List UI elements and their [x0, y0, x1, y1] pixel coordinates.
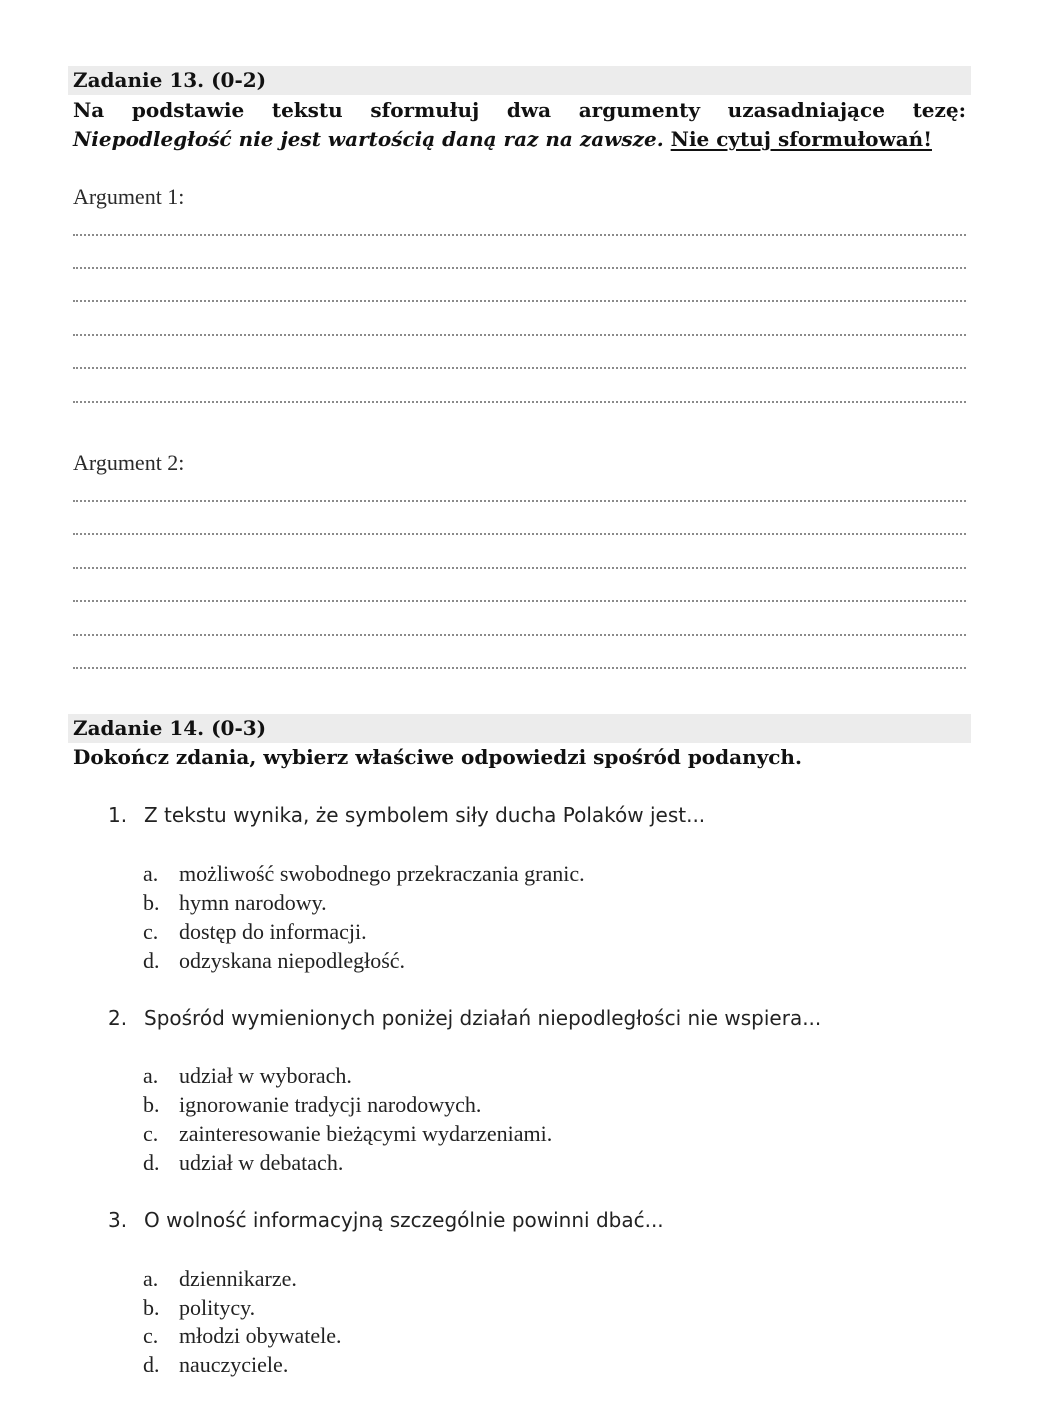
question-1	[108, 802, 968, 828]
task-13-thesis-line	[73, 125, 966, 154]
question-text: Z tekstu wynika, że symbolem siły ducha Polaków jest...	[144, 803, 706, 827]
question-2-option-d[interactable]	[143, 1149, 963, 1177]
question-2	[108, 1005, 968, 1031]
question-number: 3.	[108, 1208, 128, 1232]
option-text: udział w wyborach.	[179, 1063, 352, 1088]
option-letter: c.	[143, 1121, 159, 1146]
question-number: 1.	[108, 803, 128, 827]
option-text: zainteresowanie bieżącymi wydarzeniami.	[179, 1121, 553, 1146]
argument-1-answer-line[interactable]	[73, 334, 966, 336]
question-number: 2.	[108, 1006, 128, 1030]
question-1-option-d[interactable]	[143, 947, 963, 975]
argument-2-answer-line[interactable]	[73, 500, 966, 502]
question-3-option-c[interactable]	[143, 1322, 963, 1350]
option-text: możliwość swobodnego przekraczania granic.	[179, 861, 585, 886]
question-3-option-a[interactable]	[143, 1265, 963, 1293]
option-letter: b.	[143, 1092, 160, 1117]
option-letter: c.	[143, 1323, 159, 1348]
question-text: Spośród wymienionych poniżej działań niepodległości nie wspiera...	[144, 1006, 822, 1030]
option-letter: d.	[143, 1150, 160, 1175]
task-14-instruction: Dokończ zdania, wybierz właściwe odpowiedzi spośród podanych.	[73, 745, 802, 769]
option-text: hymn narodowy.	[179, 890, 327, 915]
argument-2-label: Argument 2:	[73, 450, 185, 475]
option-text: dziennikarze.	[179, 1266, 297, 1291]
question-2-option-a[interactable]	[143, 1062, 963, 1090]
option-text: politycy.	[179, 1295, 256, 1320]
option-text: udział w debatach.	[179, 1150, 344, 1175]
option-letter: b.	[143, 890, 160, 915]
argument-2-answer-line[interactable]	[73, 667, 966, 669]
question-3	[108, 1207, 968, 1233]
question-3-option-b[interactable]	[143, 1294, 963, 1322]
argument-1-label: Argument 1:	[73, 184, 185, 209]
argument-2-answer-line[interactable]	[73, 567, 966, 569]
task-14-header: Zadanie 14. (0-3)	[68, 714, 971, 743]
option-letter: a.	[143, 1266, 159, 1291]
option-letter: a.	[143, 861, 159, 886]
option-letter: d.	[143, 948, 160, 973]
option-letter: c.	[143, 919, 159, 944]
task-13-instruction: Na podstawie tekstu sformułuj dwa argumenty uzasadniające tezę:	[73, 98, 966, 122]
question-1-option-c[interactable]	[143, 918, 963, 946]
option-text: młodzi obywatele.	[179, 1323, 342, 1348]
question-1-option-b[interactable]	[143, 889, 963, 917]
argument-1-answer-line[interactable]	[73, 267, 966, 269]
question-2-option-c[interactable]	[143, 1120, 963, 1148]
question-2-option-b[interactable]	[143, 1091, 963, 1119]
option-text: ignorowanie tradycji narodowych.	[179, 1092, 482, 1117]
argument-2-answer-line[interactable]	[73, 634, 966, 636]
option-text: nauczyciele.	[179, 1352, 289, 1377]
task-13-header: Zadanie 13. (0-2)	[68, 66, 971, 95]
no-quote-warning: Nie cytuj sformułowań!	[670, 127, 932, 151]
question-3-option-d[interactable]	[143, 1351, 963, 1379]
option-letter: a.	[143, 1063, 159, 1088]
argument-2-answer-line[interactable]	[73, 533, 966, 535]
argument-1-answer-line[interactable]	[73, 300, 966, 302]
option-text: dostęp do informacji.	[179, 919, 367, 944]
question-text: O wolność informacyjną szczególnie powinni dbać...	[144, 1208, 664, 1232]
thesis-text: Niepodległość nie jest wartością daną raz na zawsze.	[73, 127, 664, 151]
argument-1-answer-line[interactable]	[73, 234, 966, 236]
argument-2-answer-line[interactable]	[73, 600, 966, 602]
argument-1-answer-line[interactable]	[73, 401, 966, 403]
question-1-option-a[interactable]	[143, 860, 963, 888]
argument-1-answer-line[interactable]	[73, 367, 966, 369]
option-text: odzyskana niepodległość.	[179, 948, 406, 973]
option-letter: b.	[143, 1295, 160, 1320]
option-letter: d.	[143, 1352, 160, 1377]
